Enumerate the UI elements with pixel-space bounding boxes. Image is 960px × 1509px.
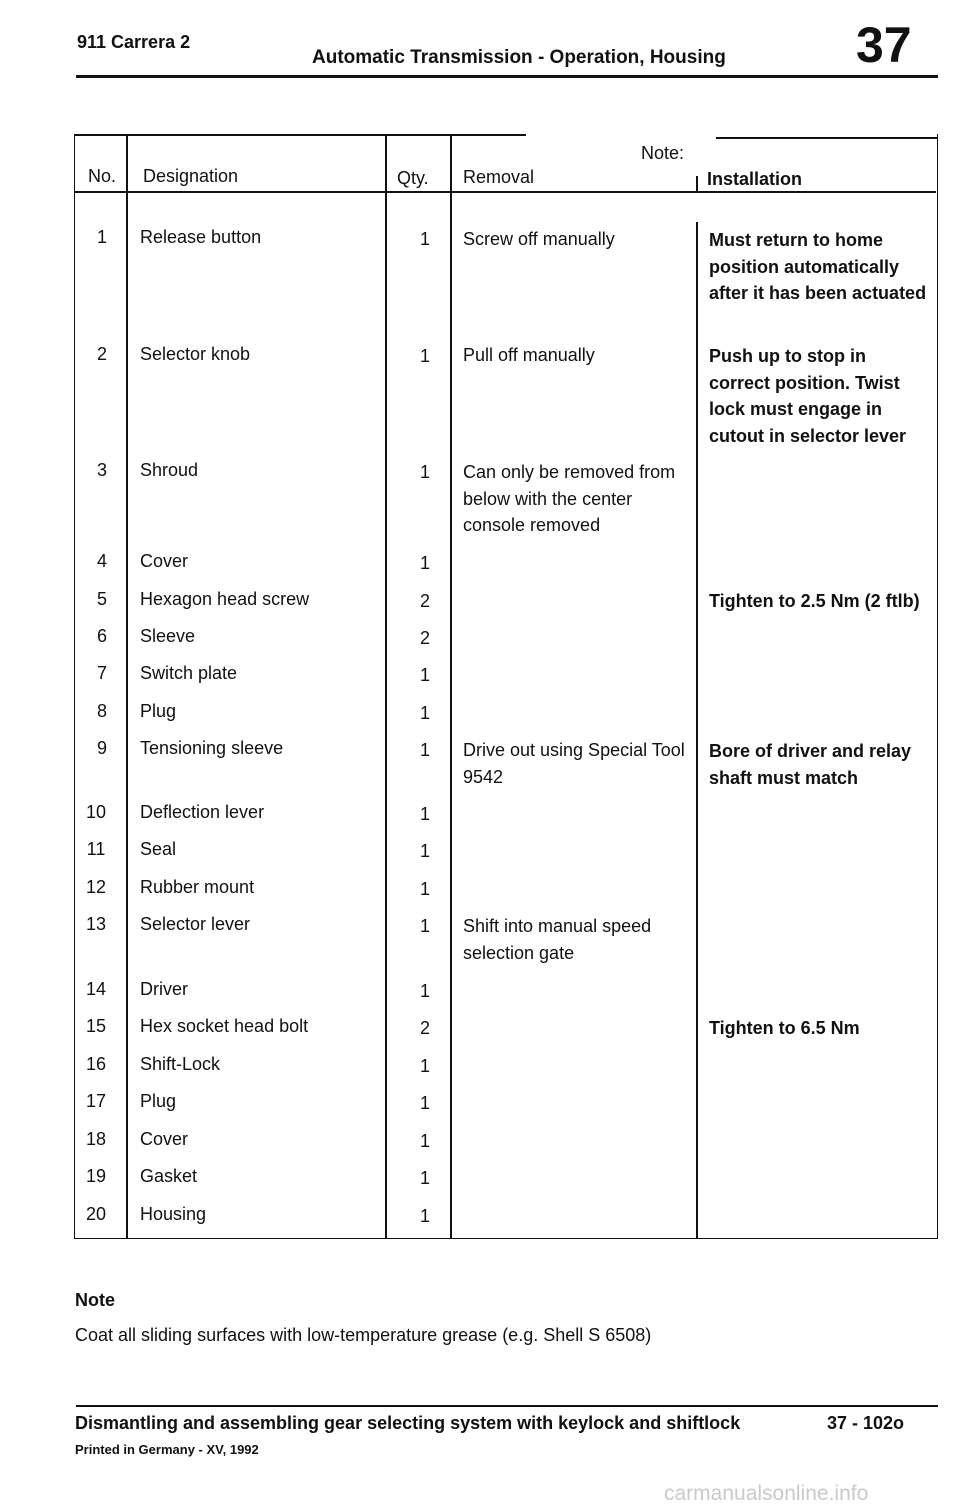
row-designation: Deflection lever [140, 802, 265, 822]
page-number: 37 - 102o [827, 1413, 905, 1433]
row-designation: Plug [140, 1091, 177, 1111]
row-designation: Shroud [140, 460, 199, 480]
row-qty: 1 [419, 346, 430, 366]
row-qty: 1 [419, 981, 430, 1001]
row-designation: Gasket [140, 1166, 198, 1186]
row-designation: Shift-Lock [140, 1054, 221, 1074]
row-installation: Tighten to 6.5 Nm [709, 1018, 860, 1038]
col-header-designation: Designation [143, 166, 239, 186]
row-installation: Bore of driver and relay shaft must match [709, 741, 912, 788]
col-header-removal: Removal [463, 167, 535, 187]
row-removal: Shift into manual speed selection gate [463, 916, 652, 963]
row-number: 18 [85, 1129, 107, 1149]
row-number: 8 [96, 701, 107, 721]
row-qty: 2 [419, 1018, 430, 1038]
row-qty: 1 [419, 1168, 430, 1188]
row-number: 10 [85, 802, 107, 822]
header-group-number: 37 [856, 17, 912, 73]
row-qty: 2 [419, 628, 430, 648]
print-info: Printed in Germany - XV, 1992 [75, 1442, 259, 1457]
row-designation: Seal [140, 839, 177, 859]
header-model: 911 Carrera 2 [77, 32, 191, 52]
row-qty: 1 [419, 1093, 430, 1113]
row-number: 17 [85, 1091, 107, 1111]
row-number: 19 [85, 1166, 107, 1186]
row-number: 3 [96, 460, 107, 480]
row-number: 13 [85, 914, 107, 934]
row-number: 2 [96, 344, 107, 364]
row-qty: 1 [419, 553, 430, 573]
table-top-rule-right [716, 137, 938, 139]
row-designation: Tensioning sleeve [140, 738, 284, 758]
header-divider [74, 191, 936, 193]
row-qty: 1 [419, 1131, 430, 1151]
row-qty: 1 [419, 462, 430, 482]
row-qty: 1 [419, 703, 430, 723]
header-title: Automatic Transmission - Operation, Housing [312, 47, 726, 68]
header-rule [76, 75, 938, 78]
row-number: 5 [96, 589, 107, 609]
row-removal: Pull off manually [463, 345, 595, 365]
row-designation: Sleeve [140, 626, 196, 646]
row-designation: Switch plate [140, 663, 238, 683]
row-designation: Rubber mount [140, 877, 255, 897]
row-designation: Hexagon head screw [140, 589, 310, 609]
col-header-qty: Qty. [397, 168, 429, 188]
row-installation: Tighten to 2.5 Nm (2 ftlb) [709, 591, 920, 611]
row-qty: 1 [419, 1206, 430, 1226]
row-qty: 1 [419, 665, 430, 685]
row-designation: Driver [140, 979, 188, 999]
row-designation: Selector lever [140, 914, 251, 934]
row-designation: Hex socket head bolt [140, 1016, 309, 1036]
row-removal: Drive out using Special Tool 9542 [463, 740, 685, 787]
column-divider [696, 176, 698, 192]
row-removal: Can only be removed from below with the center console removed [463, 462, 676, 535]
row-number: 16 [85, 1054, 107, 1074]
footer-rule [76, 1405, 938, 1407]
table-top-rule [74, 134, 526, 136]
column-divider [696, 222, 698, 1238]
row-number: 20 [85, 1204, 107, 1224]
row-qty: 2 [419, 591, 430, 611]
row-qty: 1 [419, 879, 430, 899]
row-number: 4 [96, 551, 107, 571]
col-header-note: Note: [641, 143, 685, 163]
row-designation: Selector knob [140, 344, 251, 364]
column-divider [450, 134, 452, 1238]
row-qty: 1 [419, 740, 430, 760]
row-qty: 1 [419, 804, 430, 824]
row-designation: Cover [140, 551, 189, 571]
row-qty: 1 [419, 229, 430, 249]
row-number: 9 [96, 738, 107, 758]
col-header-installation: Installation [707, 169, 803, 189]
row-designation: Release button [140, 227, 262, 247]
row-designation: Housing [140, 1204, 207, 1224]
footer-title: Dismantling and assembling gear selecting system with keylock and shiftlock [75, 1413, 741, 1433]
row-qty: 1 [419, 916, 430, 936]
row-designation: Plug [140, 701, 177, 721]
row-qty: 1 [419, 1056, 430, 1076]
note-heading: Note [75, 1290, 115, 1310]
row-installation: Must return to home position automatically after it has been actuated [709, 230, 927, 303]
row-installation: Push up to stop in correct position. Twist lock must engage in cutout in selector lever [709, 346, 907, 446]
row-number: 11 [86, 839, 106, 859]
row-designation: Cover [140, 1129, 189, 1149]
row-number: 7 [96, 663, 107, 683]
column-divider [126, 134, 128, 1238]
row-number: 1 [96, 227, 107, 247]
row-number: 15 [85, 1016, 107, 1036]
note-text: Coat all sliding surfaces with low-temperature grease (e.g. Shell S 6508) [75, 1325, 652, 1345]
row-number: 14 [85, 979, 107, 999]
col-header-no: No. [88, 166, 117, 186]
row-number: 6 [96, 626, 107, 646]
column-divider [385, 134, 387, 1238]
row-removal: Screw off manually [463, 229, 615, 249]
row-qty: 1 [419, 841, 430, 861]
watermark: carmanualsonline.info [664, 1482, 869, 1505]
row-number: 12 [85, 877, 107, 897]
